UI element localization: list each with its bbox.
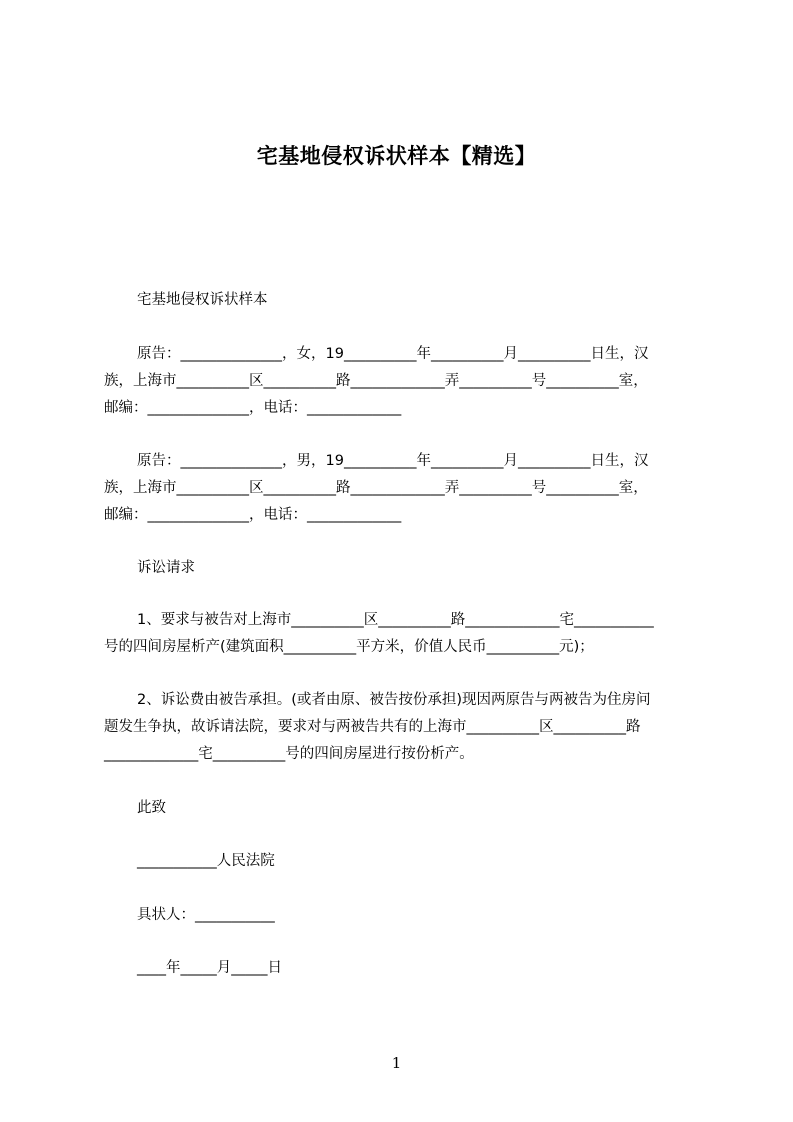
page-number: 1	[391, 1054, 402, 1072]
plaintiff2-line2: 族，上海市__________区__________路_____________弄__________号__________室，	[104, 480, 648, 496]
claim2-line2: 题发生争执，故诉请法院，要求对与两被告共有的上海市__________区__________路	[104, 719, 641, 735]
court-line: ___________人民法院	[137, 853, 275, 869]
signer-line: 具状人：___________	[137, 907, 275, 923]
claim2-line3: _____________宅__________号的四间房屋进行按份析产。	[104, 746, 474, 762]
claim1-line2: 号的四间房屋析产(建筑面积__________平方米，价值人民币__________元)；	[104, 639, 594, 655]
plaintiff2-line1: 原告：______________，男，19__________年__________月__________日生，汉	[137, 453, 649, 469]
closing: 此致	[137, 800, 166, 816]
plaintiff1-line3: 邮编：______________，电话：_____________	[104, 400, 402, 416]
document-title: 宅基地侵权诉状样本【精选】	[256, 144, 537, 168]
claims-heading: 诉讼请求	[137, 560, 195, 576]
subtitle: 宅基地侵权诉状样本	[137, 292, 268, 308]
plaintiff2-line3: 邮编：______________，电话：_____________	[104, 507, 402, 523]
claim2-line1: 2、诉讼费由被告承担。(或者由原、被告按份承担)现因两原告与两被告为住房问	[137, 692, 651, 708]
plaintiff1-line2: 族，上海市__________区__________路_____________弄__________号__________室，	[104, 373, 648, 389]
claim1-line1: 1、要求与被告对上海市__________区__________路_____________宅___________	[137, 612, 654, 628]
plaintiff1-line1: 原告：______________，女，19__________年__________月__________日生，汉	[137, 346, 649, 362]
date-line: ____年_____月_____日	[137, 960, 282, 976]
